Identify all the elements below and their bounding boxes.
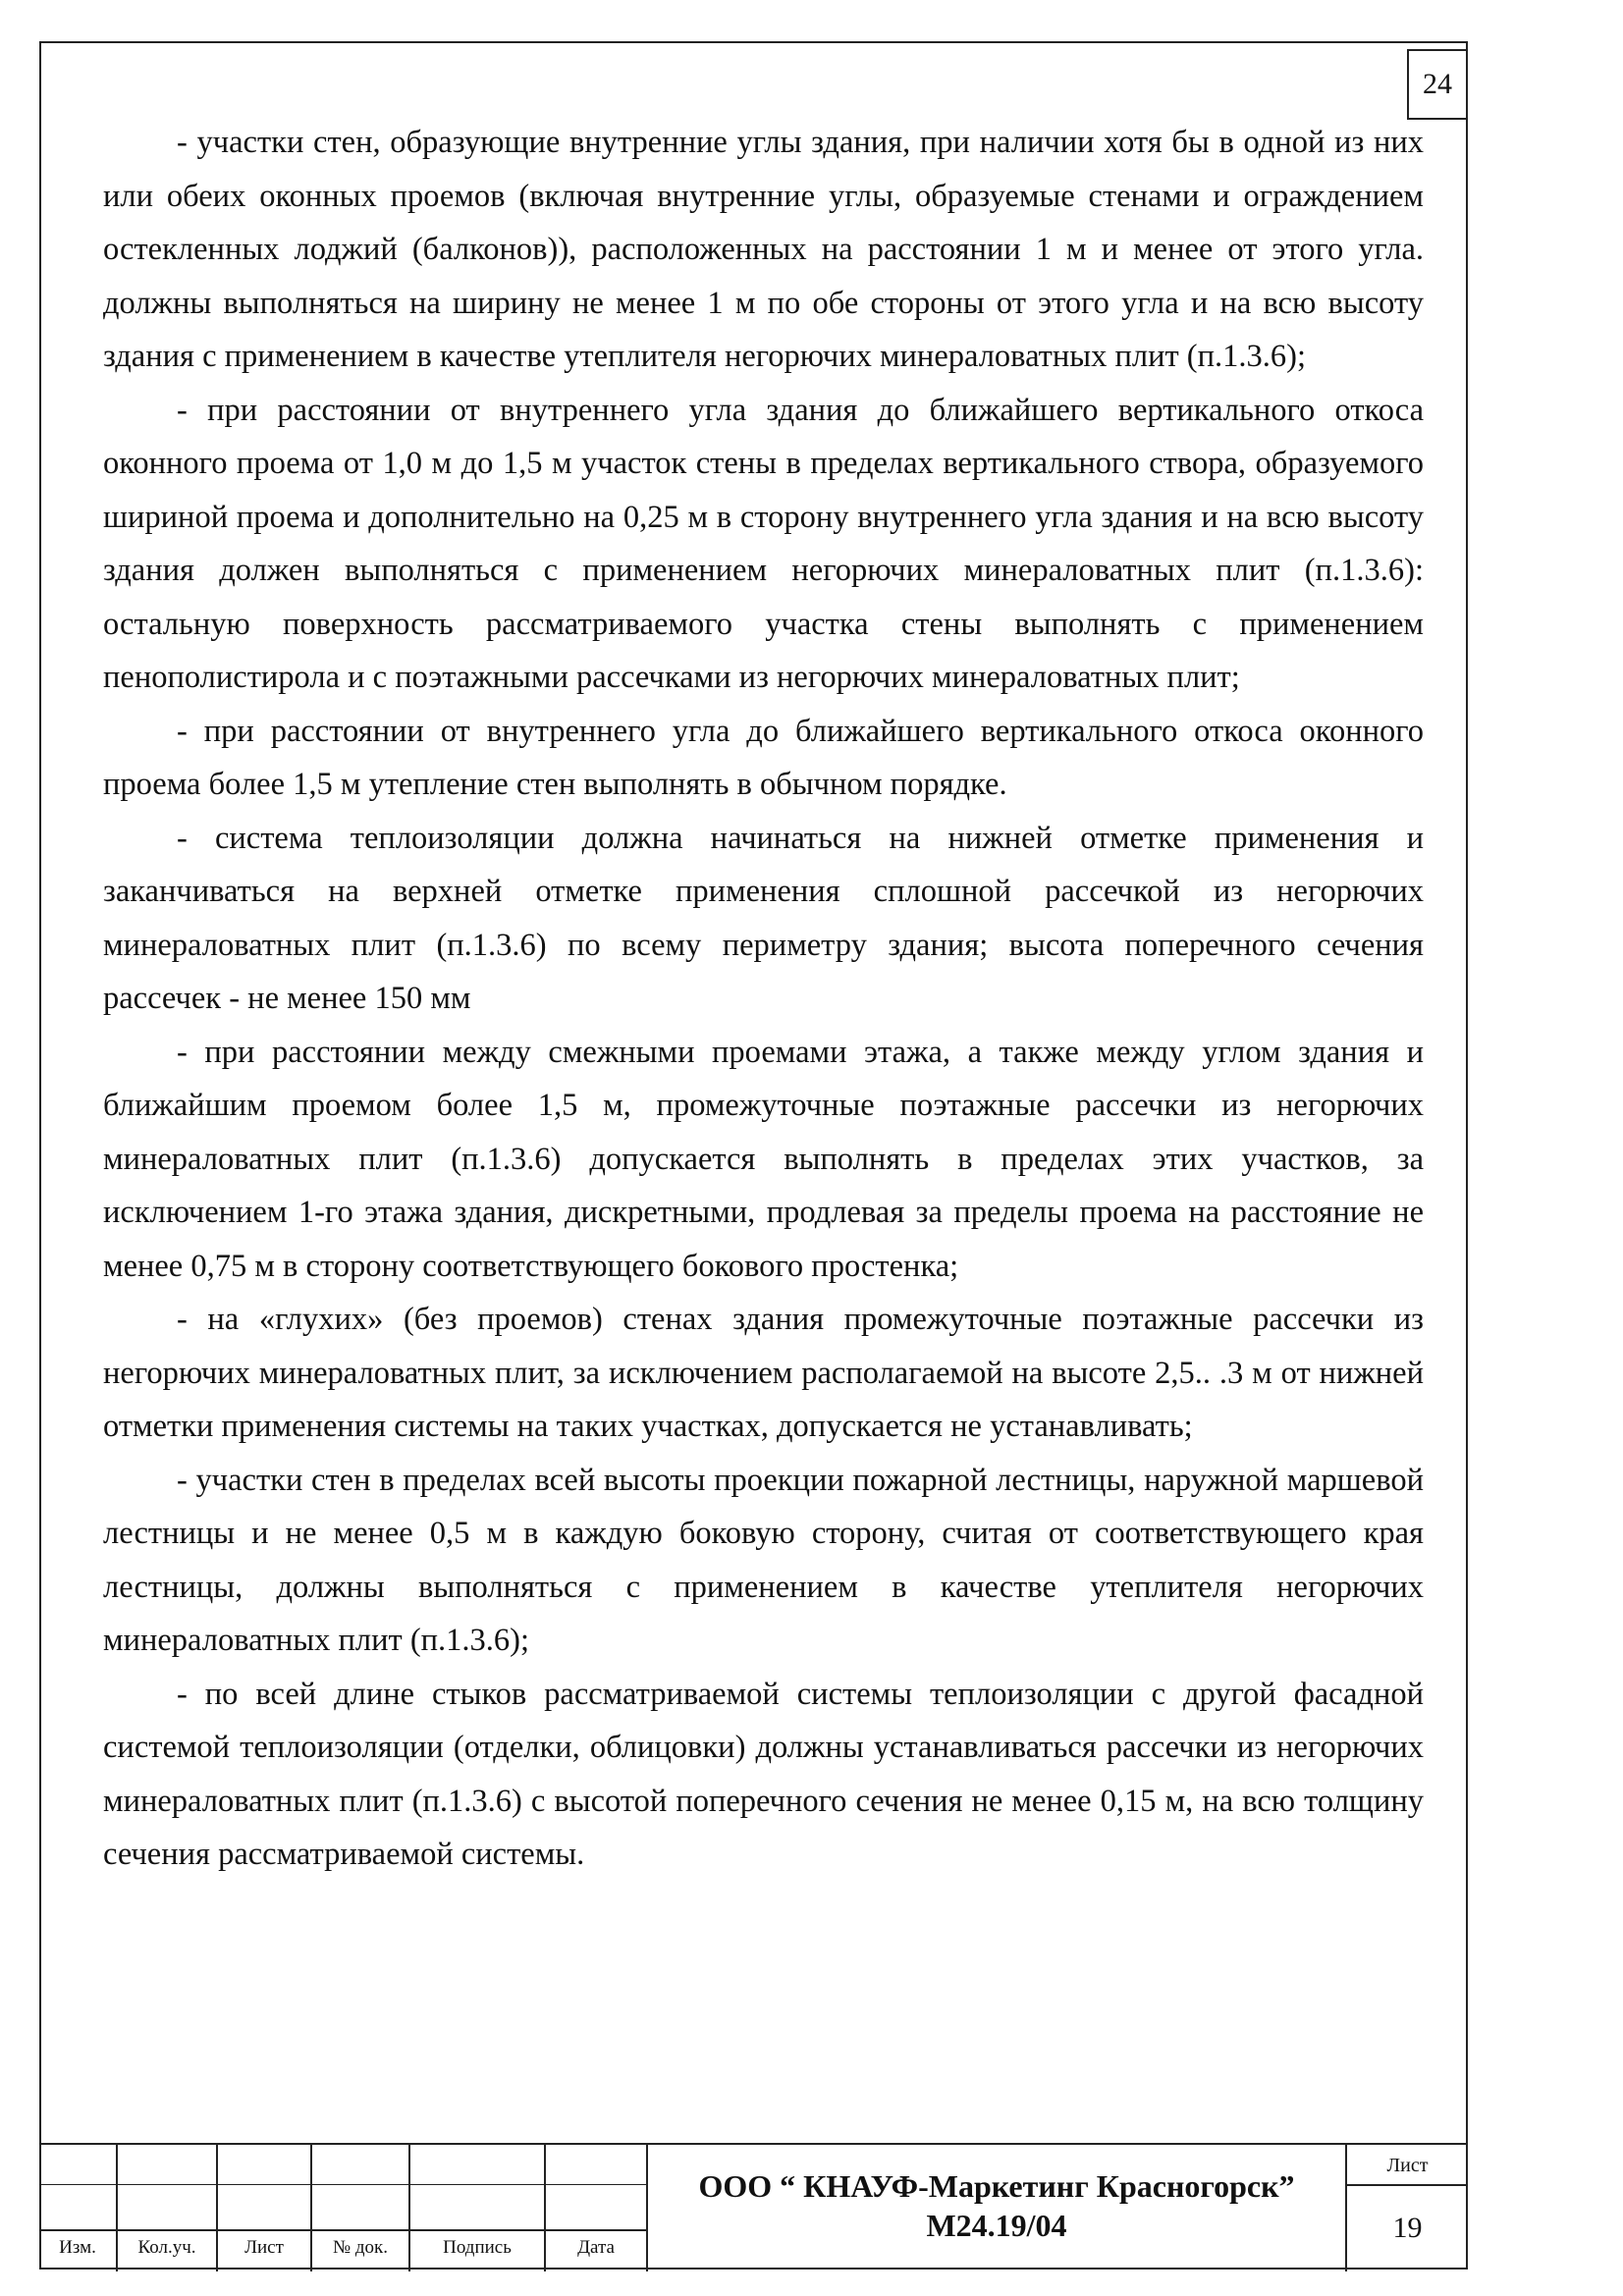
sheet-label: Лист (1386, 2155, 1429, 2176)
paragraph: - на «глухих» (без проемов) стенах здания промежуточные поэтажные рассечки из негорючих минераловатных плит, за исключением располагаемой на высоте 2,5.. .3 м от нижней отметки применения системы на таких участках, допускается не устанавливать; (103, 1302, 1424, 1444)
header-izm: Изм. (59, 2237, 96, 2258)
document-code: М24.19/04 (926, 2208, 1067, 2243)
document-body (103, 116, 1424, 1882)
header-list: Лист (244, 2237, 284, 2258)
paragraph: - по всей длине стыков рассматриваемой системы теплоизоляции с другой фасадной системой теплоизоляции (отделки, облицовки) должны устанавливаться рассечки из негорючих минераловатных плит (п.1.3.6) с высотой поперечного сечения не менее 0,15 м, на всю толщину сечения рассматриваемой системы. (103, 1676, 1424, 1872)
header-date: Дата (577, 2237, 615, 2258)
title-block (39, 2143, 1468, 2269)
paragraph: - участки стен в пределах всей высоты проекции пожарной лестницы, наружной маршевой лестницы и не менее 0,5 м в каждую боковую сторону, считая от соответствующего края лестницы, должны выполняться с применением в качестве утеплителя негорючих минераловатных плит (п.1.3.6); (103, 1462, 1424, 1658)
paragraph: - при расстоянии между смежными проемами этажа, а также между углом здания и ближайшим проемом более 1,5 м, промежуточные поэтажные рассечки из негорючих минераловатных плит (п.1.3.6) допускается выполнять в пределах этих участков, за исключением 1-го этажа здания, дискретными, продлевая за пределы проема на расстояние не менее 0,75 м в сторону соответствующего бокового простенка; (103, 1034, 1424, 1284)
paragraph: - участки стен, образующие внутренние углы здания, при наличии хотя бы в одной из них или обеих оконных проемов (включая внутренние углы, образуемые стенами и ограждением остекленных лоджий (балконов)), расположенных на расстоянии 1 м и менее от этого угла. должны выполняться на ширину не менее 1 м по обе стороны от этого угла и на всю высоту здания с применением в качестве утеплителя негорючих минераловатных плит (п.1.3.6); (103, 125, 1424, 374)
page-number: 24 (1407, 49, 1466, 120)
header-doc-number: № док. (332, 2237, 389, 2258)
organization-block (648, 2166, 1345, 2245)
header-kol-uch: Кол.уч. (137, 2237, 196, 2258)
organization-name: ООО “ КНАУФ-Маркетинг Красногорск” (698, 2168, 1295, 2204)
paragraph: - при расстоянии от внутреннего угла до ближайшего вертикального откоса оконного проема более 1,5 м утепление стен выполнять в обычном порядке. (103, 713, 1424, 802)
header-signature: Подпись (443, 2237, 512, 2258)
sheet-number: 19 (1392, 2212, 1423, 2244)
paragraph: - система теплоизоляции должна начинаться на нижней отметке применения и заканчиваться на верхней отметке применения сплошной рассечкой из негорючих минераловатных плит (п.1.3.6) по всему периметру здания; высота поперечного сечения рассечек - не менее 150 мм (103, 820, 1424, 1016)
paragraph: - при расстоянии от внутреннего угла здания до ближайшего вертикального откоса оконного проема от 1,0 м до 1,5 м участок стены в пределах вертикального створа, образуемого шириной проема и дополнительно на 0,25 м в сторону внутреннего угла здания и на всю высоту здания должен выполняться с применением негорючих минераловатных плит (п.1.3.6): остальную поверхность рассматриваемого участка стены выполнять с применением пенополистирола и с поэтажными рассечками из негорючих минераловатных плит; (103, 392, 1424, 695)
